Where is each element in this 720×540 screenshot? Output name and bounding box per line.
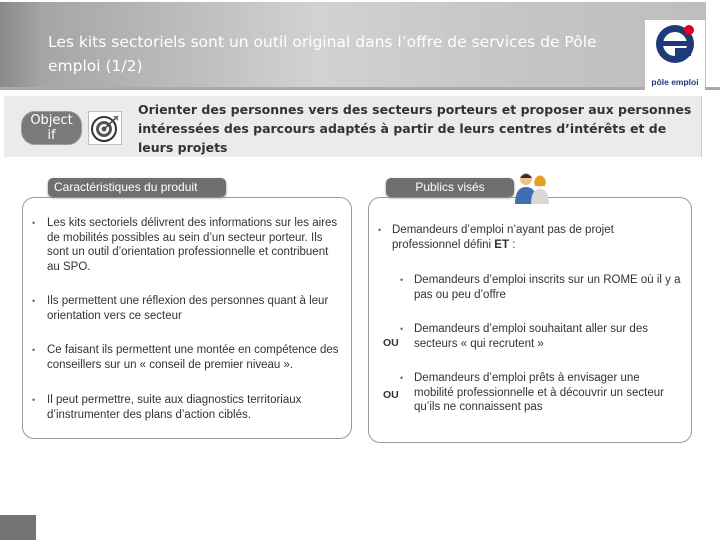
list-item — [32, 343, 342, 372]
bullet-icon: • — [32, 296, 36, 306]
or-label: OU — [383, 389, 399, 401]
bullet-icon: • — [400, 373, 404, 383]
list-item — [32, 393, 342, 422]
people-icon — [512, 170, 552, 204]
list-item-text: Demandeurs d’emploi prêts à envisager une mobilité professionnelle et à découvrir un secteur qu’ils ne connaissent pas — [414, 372, 664, 413]
characteristics-tab: Caractéristiques du produit — [48, 178, 226, 197]
list-item-text: Les kits sectoriels délivrent des informations sur les aires de mobilités possibles au sein d’un secteur porteur. Ils sont un outil d’orientation professionnelle et contribuent au SPO. — [47, 217, 338, 273]
list-item — [400, 371, 682, 415]
list-item-text: Il peut permettre, suite aux diagnostics territoriaux d’instrumenter des plans d’action ciblés. — [47, 394, 302, 421]
page-title: Les kits sectoriels sont un outil original dans l’offre de services de Pôle emploi (1/2) — [48, 33, 597, 75]
audience-intro-text: Demandeurs d’emploi n’ayant pas de projet professionnel défini — [392, 224, 614, 251]
objective-text: Orienter des personnes vers des secteurs porteurs et proposer aux personnes intéressées des parcours adaptés à partir de leurs centres d’intérêts et de leurs projets — [138, 102, 692, 155]
list-item-text: Demandeurs d’emploi inscrits sur un ROME où il y a pas ou peu d’offre — [414, 274, 681, 301]
corner-block — [0, 515, 36, 540]
list-item-text: Ce faisant ils permettent une montée en compétence des conseillers sur un « conseil de premier niveau ». — [47, 344, 339, 371]
bullet-icon: • — [32, 395, 36, 405]
or-label: OU — [383, 337, 399, 349]
bullet-icon: • — [32, 218, 36, 228]
audience-intro — [378, 223, 678, 252]
list-item — [32, 294, 342, 323]
list-item — [32, 216, 342, 274]
bullet-icon: • — [32, 345, 36, 355]
list-item — [400, 322, 682, 351]
list-item — [400, 273, 682, 302]
logo-text: pôle emploi — [651, 77, 699, 87]
objective-label — [21, 111, 82, 145]
bullet-icon: • — [400, 275, 404, 285]
bullet-icon: • — [400, 324, 404, 334]
list-item-text: Demandeurs d’emploi souhaitant aller sur des secteurs « qui recrutent » — [414, 323, 648, 350]
target-audience-tab: Publics visés — [386, 178, 514, 197]
audience-intro-et: ET — [494, 238, 509, 251]
objective-label-text: Objectif — [30, 113, 73, 143]
list-item-text: Ils permettent une réflexion des personnes quant à leur orientation vers ce secteur — [47, 295, 329, 322]
target-icon — [88, 111, 122, 145]
audience-intro-end: : — [509, 238, 516, 251]
logo-e-icon — [645, 20, 705, 76]
bullet-icon: • — [378, 225, 382, 235]
